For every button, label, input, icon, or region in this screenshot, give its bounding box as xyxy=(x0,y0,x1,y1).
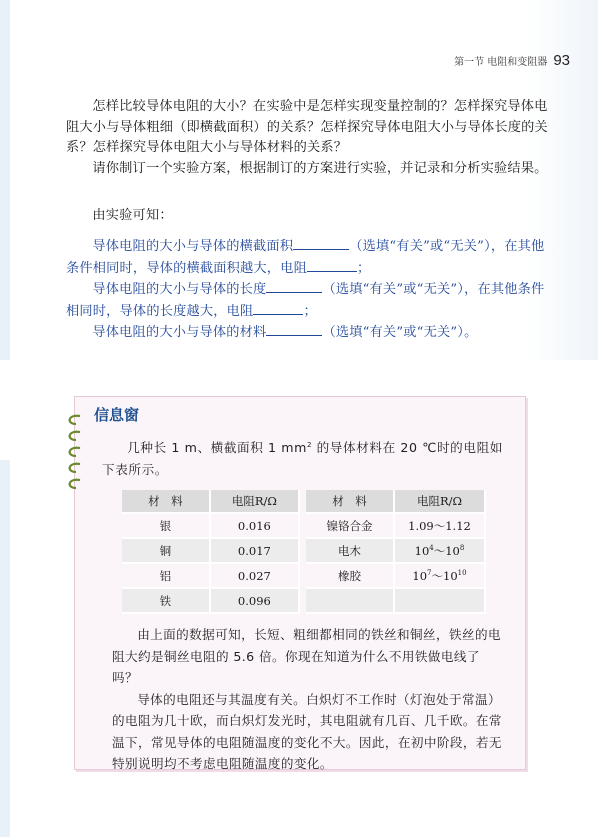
material-cell: 橡胶 xyxy=(306,563,394,588)
table-row xyxy=(122,513,299,538)
info-body xyxy=(112,624,504,775)
conclusion-2-part-b: （选填“有关”或“无关”），在其他条件相同时，导体的长度越大，电阻 xyxy=(66,282,545,319)
table-row xyxy=(306,563,485,588)
conclusion-3-part-b: （选填“有关”或“无关”）。 xyxy=(322,325,478,340)
material-cell xyxy=(306,588,394,613)
conclusion-1-part-c: ； xyxy=(356,260,371,276)
column-header: 电阻R/Ω xyxy=(210,490,299,513)
resistance-cell: 0.027 xyxy=(210,563,299,588)
conclusion-3 xyxy=(66,322,556,344)
table-row xyxy=(306,513,485,538)
resistance-cell: 0.017 xyxy=(210,538,299,563)
table-row xyxy=(122,588,299,613)
answer-blank[interactable] xyxy=(293,237,349,250)
exponent: 10 xyxy=(457,568,467,577)
table-row xyxy=(122,538,299,563)
resistance-cell: 0.016 xyxy=(210,513,299,538)
material-cell: 银 xyxy=(122,513,210,538)
table-row xyxy=(306,588,485,613)
conclusion-2-part-a: 导体电阻的大小与导体的长度 xyxy=(92,282,267,297)
spiral-rings-icon xyxy=(62,410,84,490)
conclusion-1 xyxy=(66,236,556,279)
conclusion-1-part-a: 导体电阻的大小与导体的横截面积 xyxy=(92,239,294,254)
base: ～10 xyxy=(433,543,460,558)
conclusions xyxy=(66,236,556,344)
conclusion-label-block xyxy=(66,206,556,227)
info-paragraph: 由上面的数据可知，长短、粗细都相同的铁丝和铜丝，铁丝的电阻大约是铜丝电阻的 5.6 倍。你现在知道为什么不用铁做电线了吗？ xyxy=(112,627,502,685)
material-cell: 电木 xyxy=(306,538,394,563)
resistance-cell xyxy=(394,538,485,563)
exponent: 4 xyxy=(429,543,434,552)
info-intro xyxy=(102,434,506,481)
material-cell: 镍铬合金 xyxy=(306,513,394,538)
material-cell: 铁 xyxy=(122,588,210,613)
conclusion-2 xyxy=(66,279,556,322)
answer-blank[interactable] xyxy=(253,302,303,315)
answer-blank[interactable] xyxy=(307,259,357,272)
conclusion-3-part-a: 导体电阻的大小与导体的材料 xyxy=(92,325,267,340)
material-cell: 铝 xyxy=(122,563,210,588)
resistance-cell xyxy=(394,588,485,613)
resistance-cell: 1.09～1.12 xyxy=(394,513,485,538)
material-cell: 铜 xyxy=(122,538,210,563)
page-number: 93 xyxy=(553,52,570,69)
running-header xyxy=(454,52,570,69)
side-band-bottom xyxy=(0,460,10,837)
table-row xyxy=(306,538,485,563)
side-band-top xyxy=(0,0,10,360)
info-intro-pre: 几种长 1 m、横截面积 1 mm xyxy=(127,440,307,456)
info-paragraph: 导体的电阻还与其温度有关。白炽灯不工作时（灯泡处于常温）的电阻为几十欧，而白炽灯发光时，其电阻就有几百、几千欧。在常温下，常见导体的电阻随温度的变化不大。因此，在初中阶段，若无特别说明均不考虑电阻随温度的变化。 xyxy=(112,691,502,771)
conclusion-2-part-c: ； xyxy=(303,303,317,319)
resistance-cell: 0.096 xyxy=(210,588,299,613)
base: 10 xyxy=(412,568,428,583)
table-left xyxy=(122,490,300,614)
intro-paragraph: 请你制订一个实验方案，根据制订的方案进行实验，并记录和分析实验结果。 xyxy=(92,160,548,176)
column-header: 材 料 xyxy=(122,490,210,513)
column-header: 材 料 xyxy=(306,490,394,513)
base: 10 xyxy=(414,543,430,558)
conclusion-label: 由实验可知： xyxy=(92,208,173,223)
info-window-title: 信息窗 xyxy=(94,406,140,424)
table-right xyxy=(306,490,486,614)
exponent: 8 xyxy=(459,543,465,552)
column-header: 电阻R/Ω xyxy=(394,490,485,513)
resistance-cell xyxy=(394,563,485,588)
intro-paragraph: 怎样比较导体电阻的大小？在实验中是怎样实现变量控制的？怎样探究导体电阻大小与导体粗细（即横截面积）的关系？怎样探究导体电阻大小与导体长度的关系？怎样探究导体电阻大小与导体材料的关系？ xyxy=(66,99,548,155)
intro-text xyxy=(66,97,556,179)
info-intro-sup: 2 xyxy=(306,441,313,449)
table-row xyxy=(122,563,299,588)
exponent: 7 xyxy=(427,568,432,577)
answer-blank[interactable] xyxy=(266,280,322,293)
answer-blank[interactable] xyxy=(266,323,322,336)
base: ～10 xyxy=(431,568,458,583)
conclusion-1-part-b: （选填“有关”或“无关”），在其他条件相同时，导体的横截面积越大，电阻 xyxy=(66,239,545,276)
info-intro-post: 的导体材料在 20 ℃时的电阻如下表所示。 xyxy=(102,440,503,478)
section-title: 第一节 电阻和变阻器 xyxy=(454,57,548,68)
